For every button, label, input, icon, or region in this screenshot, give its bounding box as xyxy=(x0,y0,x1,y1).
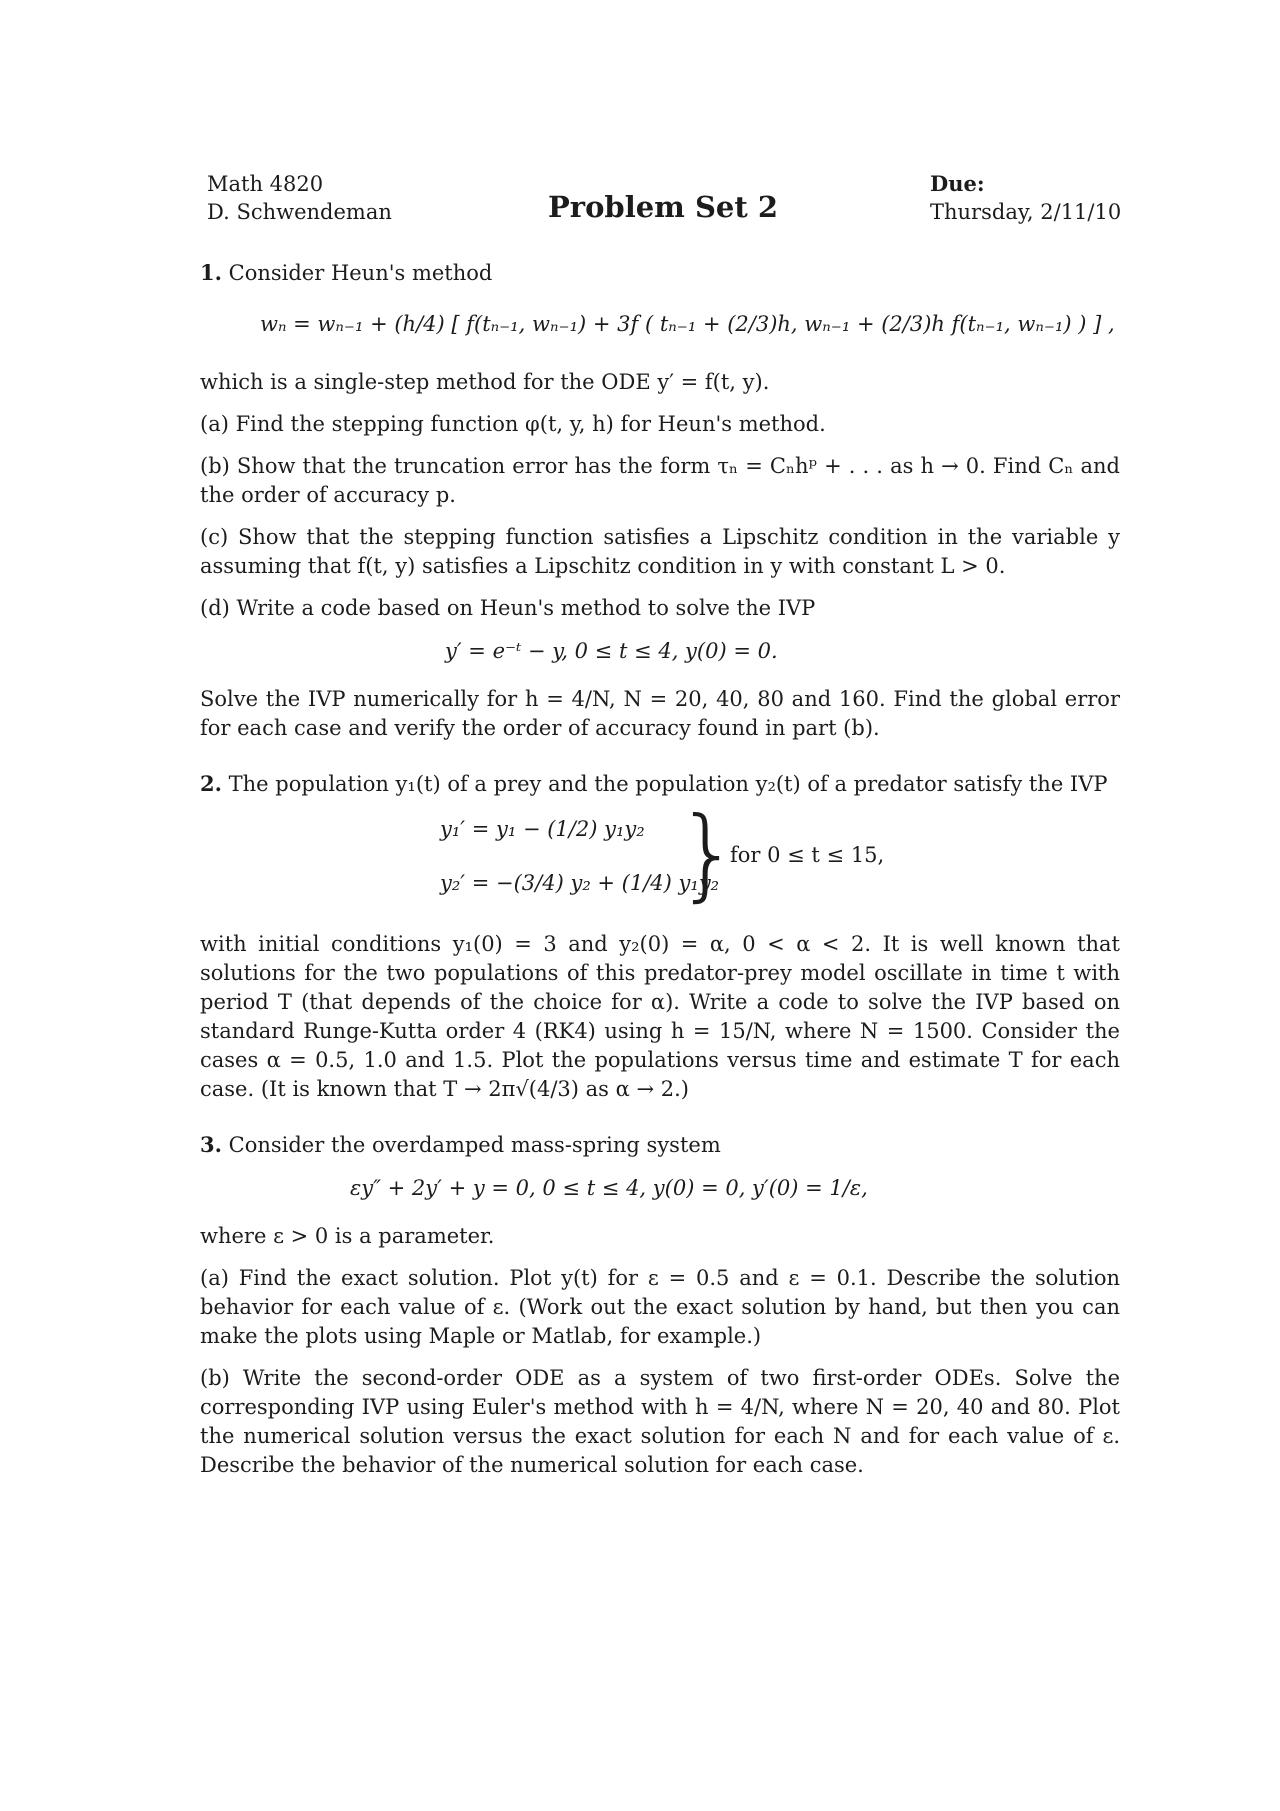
mass-spring-equation-text: εy″ + 2y′ + y = 0, 0 ≤ t ≤ 4, y(0) = 0, y′(0) = 1/ε, xyxy=(350,1176,868,1200)
header-left xyxy=(207,170,392,226)
problem-3-intro xyxy=(200,1130,1120,1160)
header-right xyxy=(930,170,1121,226)
instructor-name: D. Schwendeman xyxy=(207,200,392,224)
problem-1-part-d: (d) Write a code based on Heun's method to solve the IVP xyxy=(200,596,816,620)
problem-3-part-b: (b) Write the second-order ODE as a system of two first-order ODEs. Solve the corresponding IVP using Euler's method with h = 4/N, where N = 20, 40 and 80. Plot the numerical solution versus the exact solution for each N and for each value of ε. Describe the behavior of the numerical solution for each case. xyxy=(200,1366,1120,1477)
system-equation-2: y₂′ = −(3/4) y₂ + (1/4) y₁y₂ xyxy=(440,871,720,895)
problem-2-intro-text: The population y₁(t) of a prey and the population y₂(t) of a predator satisfy the IVP xyxy=(228,772,1108,796)
ivp-equation-text: y′ = e⁻ᵗ − y, 0 ≤ t ≤ 4, y(0) = 0. xyxy=(445,639,778,663)
problem-1-intro xyxy=(200,258,1120,288)
problem-1-ode-text: which is a single-step method for the ODE y′ = f(t, y). xyxy=(200,370,770,394)
problem-content xyxy=(200,258,1120,1480)
course-name: Math 4820 xyxy=(207,172,324,196)
problem-2-intro xyxy=(200,769,1120,799)
due-label: Due: xyxy=(930,171,985,196)
system-condition: for 0 ≤ t ≤ 15, xyxy=(730,843,885,867)
problem-3-number: 3. xyxy=(200,1132,222,1157)
problem-1-intro-text: Consider Heun's method xyxy=(228,261,493,285)
due-date: Thursday, 2/11/10 xyxy=(930,200,1122,224)
predator-prey-system xyxy=(200,795,1120,917)
page-title: Problem Set 2 xyxy=(548,190,779,224)
problem-2-number: 2. xyxy=(200,771,222,796)
problem-3-intro-text: Consider the overdamped mass-spring system xyxy=(228,1133,721,1157)
ivp-equation xyxy=(200,623,1120,685)
problem-3-part-a: (a) Find the exact solution. Plot y(t) for ε = 0.5 and ε = 0.1. Describe the solution behavior for each value of ε. (Work out the exact solution by hand, but then you can make the plots using Maple or Matlab, for example.) xyxy=(200,1266,1120,1348)
problem-1-part-c: (c) Show that the stepping function satisfies a Lipschitz condition in the variable y assuming that f(t, y) satisfies a Lipschitz condition in y with constant L > 0. xyxy=(200,525,1120,578)
problem-1-part-a: (a) Find the stepping function φ(t, y, h) for Heun's method. xyxy=(200,412,826,436)
problem-3-where: where ε > 0 is a parameter. xyxy=(200,1224,495,1248)
heun-equation xyxy=(200,288,1120,368)
problem-1-part-b: (b) Show that the truncation error has the form τₙ = Cₙhᵖ + . . . as h → 0. Find Cₙ and the order of accuracy p. xyxy=(200,454,1120,507)
heun-equation-text: wₙ = wₙ₋₁ + (h/4) [ f(tₙ₋₁, wₙ₋₁) + 3f ( tₙ₋₁ + (2/3)h, wₙ₋₁ + (2/3)h f(tₙ₋₁, wₙ₋₁) ) ] , xyxy=(260,312,1115,336)
system-equation-1: y₁′ = y₁ − (1/2) y₁y₂ xyxy=(440,817,645,841)
problem-1-solve-text: Solve the IVP numerically for h = 4/N, N = 20, 40, 80 and 160. Find the global error for each case and verify the order of accuracy found in part (b). xyxy=(200,687,1120,740)
problem-1-number: 1. xyxy=(200,260,222,285)
problem-2-body: with initial conditions y₁(0) = 3 and y₂(0) = α, 0 < α < 2. It is well known that solutions for the two populations of this predator-prey model oscillate in time t with period T (that depends of the choice for α). Write a code to solve the IVP based on standard Runge-Kutta order 4 (RK4) using h = 15/N, where N = 1500. Consider the cases α = 0.5, 1.0 and 1.5. Plot the populations versus time and estimate T for each case. (It is known that T → 2π√(4/3) as α → 2.) xyxy=(200,932,1120,1101)
mass-spring-equation xyxy=(200,1160,1120,1222)
system-brace: } xyxy=(676,795,740,912)
